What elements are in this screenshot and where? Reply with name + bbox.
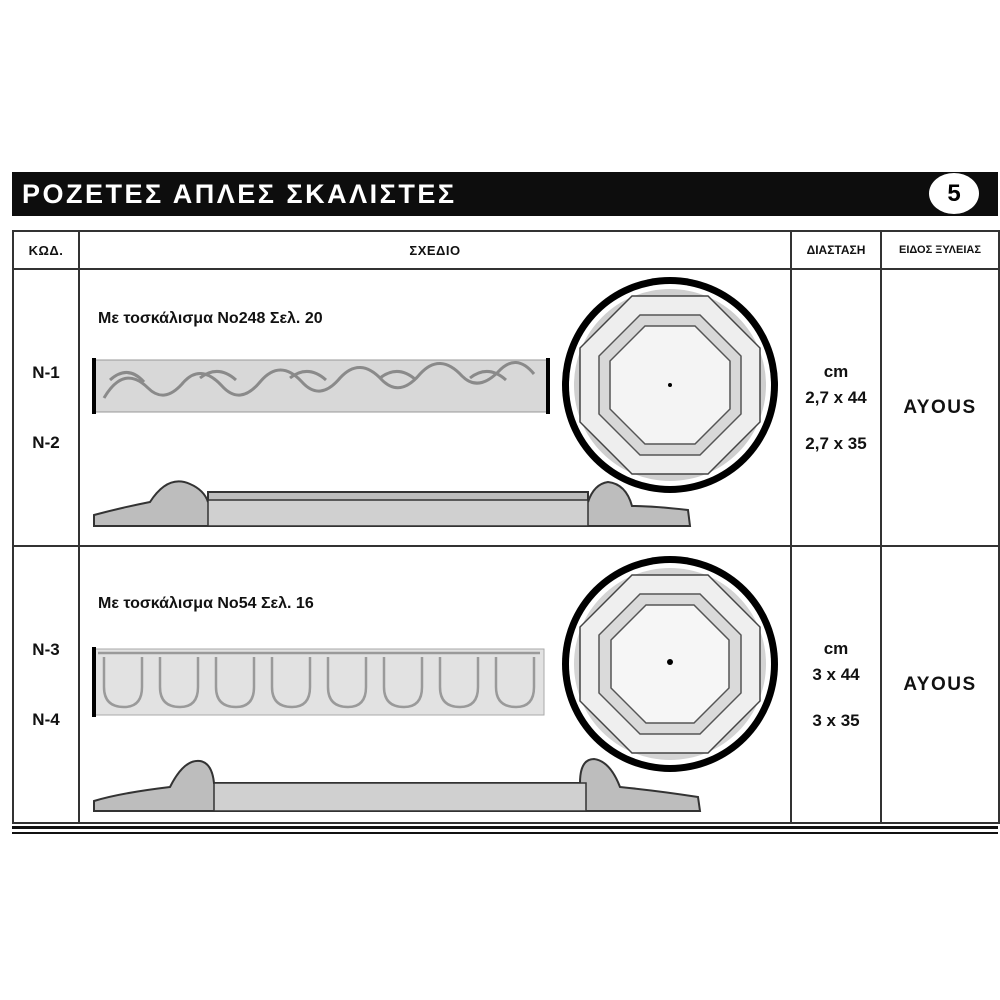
table-header-row <box>13 231 999 269</box>
rosette-drawing <box>80 547 792 824</box>
column-header-wood-type: ΕΙΔΟΣ ΞΥΛΕΙΑΣ <box>881 231 999 269</box>
wood-type-cell: AYOUS <box>881 546 999 823</box>
product-code: N-2 <box>32 432 60 452</box>
profile-inner <box>214 783 586 811</box>
product-code: N-1 <box>32 362 60 382</box>
rosette-drawing <box>80 270 792 547</box>
page-number-badge: 5 <box>929 173 979 214</box>
rosette-octagon-image <box>562 556 778 772</box>
profile-inner <box>208 500 588 526</box>
design-cell <box>79 546 791 823</box>
strip-end-right <box>546 358 550 414</box>
table-row <box>13 269 999 546</box>
code-cell <box>13 269 79 546</box>
dimension-unit: cm <box>823 638 849 658</box>
dimension-value: 2,7 x 44 <box>805 387 867 407</box>
bottom-rule <box>12 826 998 829</box>
carved-strip <box>94 649 544 715</box>
code-cell <box>13 546 79 823</box>
strip-end-left <box>92 358 96 414</box>
column-header-design: ΣΧΕΔΙΟ <box>79 231 791 269</box>
dimension-cell <box>791 546 881 823</box>
carved-strip <box>94 360 548 412</box>
carving-caption: Με τοσκάλισμα Νο54 Σελ. 16 <box>98 595 314 612</box>
design-cell <box>79 269 791 546</box>
column-header-code: ΚΩΔ. <box>13 231 79 269</box>
rosette-octagon-image <box>562 277 778 493</box>
product-code: N-3 <box>32 639 60 659</box>
column-header-dimension: ΔΙΑΣΤΑΣΗ <box>791 231 881 269</box>
strip-end-left <box>92 647 96 717</box>
bottom-rule <box>12 832 998 834</box>
dimension-unit: cm <box>823 361 849 381</box>
wood-type-cell: AYOUS <box>881 269 999 546</box>
table-row <box>13 546 999 823</box>
page-title: ΡΟΖΕΤΕΣ ΑΠΛΕΣ ΣΚΑΛΙΣΤΕΣ <box>22 179 457 209</box>
product-code: N-4 <box>32 709 60 729</box>
dimension-value: 3 x 35 <box>812 710 860 730</box>
carving-caption: Με τοσκάλισμα Νο248 Σελ. 20 <box>98 310 323 327</box>
product-table <box>12 230 1000 824</box>
dimension-value: 2,7 x 35 <box>805 433 867 453</box>
dimension-cell <box>791 269 881 546</box>
dimension-value: 3 x 44 <box>812 664 860 684</box>
